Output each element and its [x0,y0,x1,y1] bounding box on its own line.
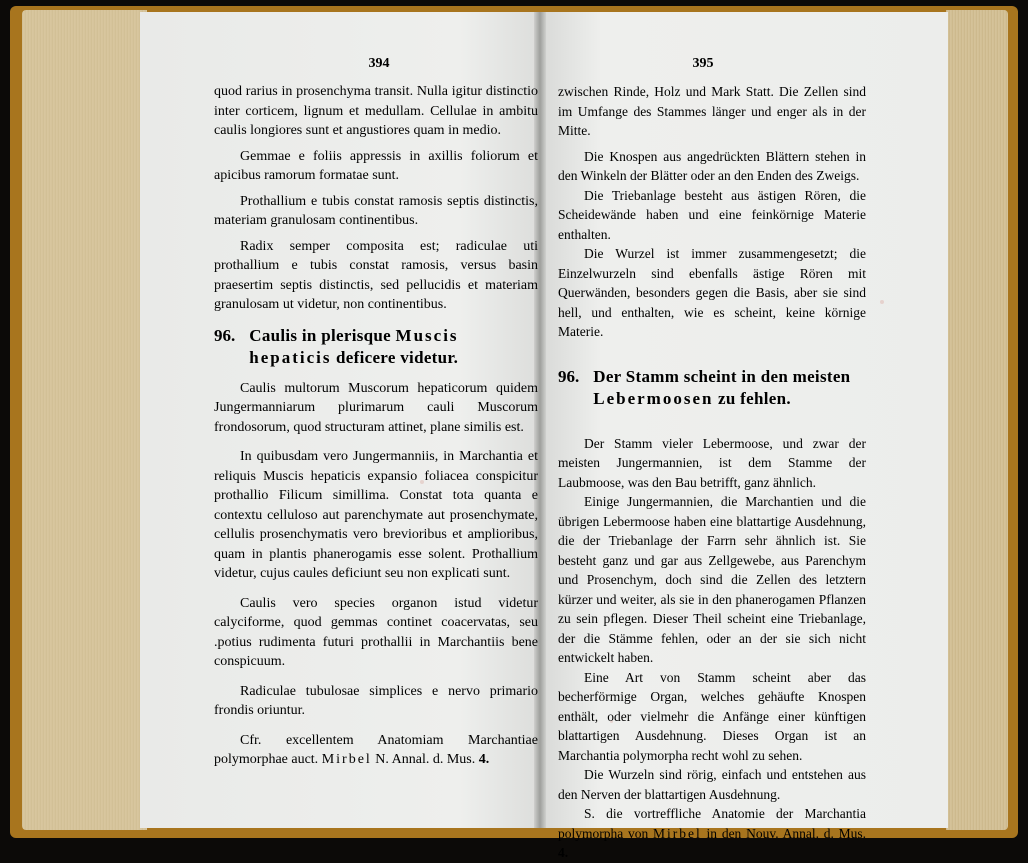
section-number: 96. [558,366,580,386]
paragraph: Eine Art von Stamm scheint aber das becherförmige Organ, welches gehäufte Knospen enthält, oder vielmehr die Anfänge einer künftigen blattartigen Ausdehnung. Dieses Organ ist an Marchantia polymorpha recht wohl zu sehen. [558,669,866,763]
section-number: 96. [214,325,236,345]
section-title: Der Stamm scheint in den meisten Lebermoosen zu fehlen. [593,366,851,408]
section-heading [214,325,538,369]
paragraph: Caulis multorum Muscorum hepaticorum quidem Jungermanniarum plurimarum cauli Muscorum frondosorum, quod structuram attinet, plane similis est. [214,380,538,435]
page-number-right: 395 [692,56,714,71]
paragraph: Die Knospen aus angedrückten Blättern stehen in den Winkeln der Blätter oder an den Enden des Zweigs. [558,148,866,183]
section-title: Caulis in plerisque Muscis hepaticis deficere videtur. [249,325,459,367]
page-number-left: 394 [368,56,390,71]
paragraph: Einige Jungermannien, die Marchantien und die übrigen Lebermoose haben eine blattartige Ausdehnung, die der Triebanlage der Farrn sehr ähnlich ist. Sie besteht ganz und gar aus Zellgewebe, aus Parenchym und Prosenchym, doch sind die Zellen des letztern kürzer und weiter, als sie in den phanerogamen Pflanzen zu sein pflegen. Dieser Theil scheint eine Triebanlage, der die Stämme fehlen, oder an der sie sich nicht entwickelt haben. [558,494,866,665]
paragraph: In quibusdam vero Jungermanniis, in Marchantia et reliquis Muscis hepaticis expansio foliacea conspicitur prothallio Filicum simillima. Constat tota quanta e contextu celluloso aut parenchymate aut prosenchymate, cellulis prosenchymatis vero brevioribus et amplioribus, quam in plantis phanerogamis esse solent. Prothallium videtur, cujus caules deficiunt seu non explicati sunt. [214,449,538,581]
paragraph: Prothallium e tubis constat ramosis septis distinctis, materiam granulosam continentibus. [214,193,538,228]
paragraph: quod rarius in prosenchyma transit. Nulla igitur distinctio inter corticem, lignum et medullam. Cellulae in ambitu caulis longiores sunt et angustiores quam in medio. [214,84,538,138]
paragraph: Die Wurzel ist immer zusammengesetzt; die Einzelwurzeln sind ebenfalls ästige Rören mit Querwänden, besonders gegen die Basis, aber sie sind hell, und enthalten, wie es scheint, keine körnige Materie. [558,246,866,339]
paragraph: zwischen Rinde, Holz und Mark Statt. Die Zellen sind im Umfange des Stammes länger und enger als in der Mitte. [558,84,866,138]
right-text-column [558,82,866,863]
paragraph: Die Wurzeln sind rörig, einfach und entstehen aus den Nerven der blattartigen Ausdehnung. [558,767,866,802]
section-heading [558,366,866,410]
left-text-column [214,82,538,770]
citation: Cfr. excellentem Anatomiam Marchantiae polymorphae auct. Mirbel N. Annal. d. Mus. 4. [214,732,538,767]
page-edges-left [22,10,147,830]
foxing-spot [880,300,884,304]
page-edges-right [946,10,1008,830]
paragraph: Die Triebanlage besteht aus ästigen Rören, die Scheidewände haben und eine feinkörnige Materie enthalten. [558,187,866,242]
paragraph: Radiculae tubulosae simplices e nervo primario frondis oriuntur. [214,683,538,718]
paragraph: Radix semper composita est; radiculae uti prothallium e tubis constat ramosis, versus basin praesertim septis distinctis, sed pellucidis et materiam granulosam ut videtur, non continentibus. [214,238,538,312]
paragraph: Caulis vero species organon istud videtur calyciforme, quod gemmas continet coacervatas, seu .potius rudimenta futuri prothallii in Marchantiis bene conspicuum. [214,595,538,669]
paragraph: Gemmae e foliis appressis in axillis foliorum et apicibus ramorum formatae sunt. [214,148,538,183]
paragraph: Der Stamm vieler Lebermoose, und zwar der meisten Jungermannien, ist dem Stamme der Laubmoose, was den Bau betrifft, ganz ähnlich. [558,435,866,490]
citation: S. die vortreffliche Anatomie der Marchantia polymorpha von Mirbel in den Nouv. Annal. d. Mus. 4. [558,806,866,860]
